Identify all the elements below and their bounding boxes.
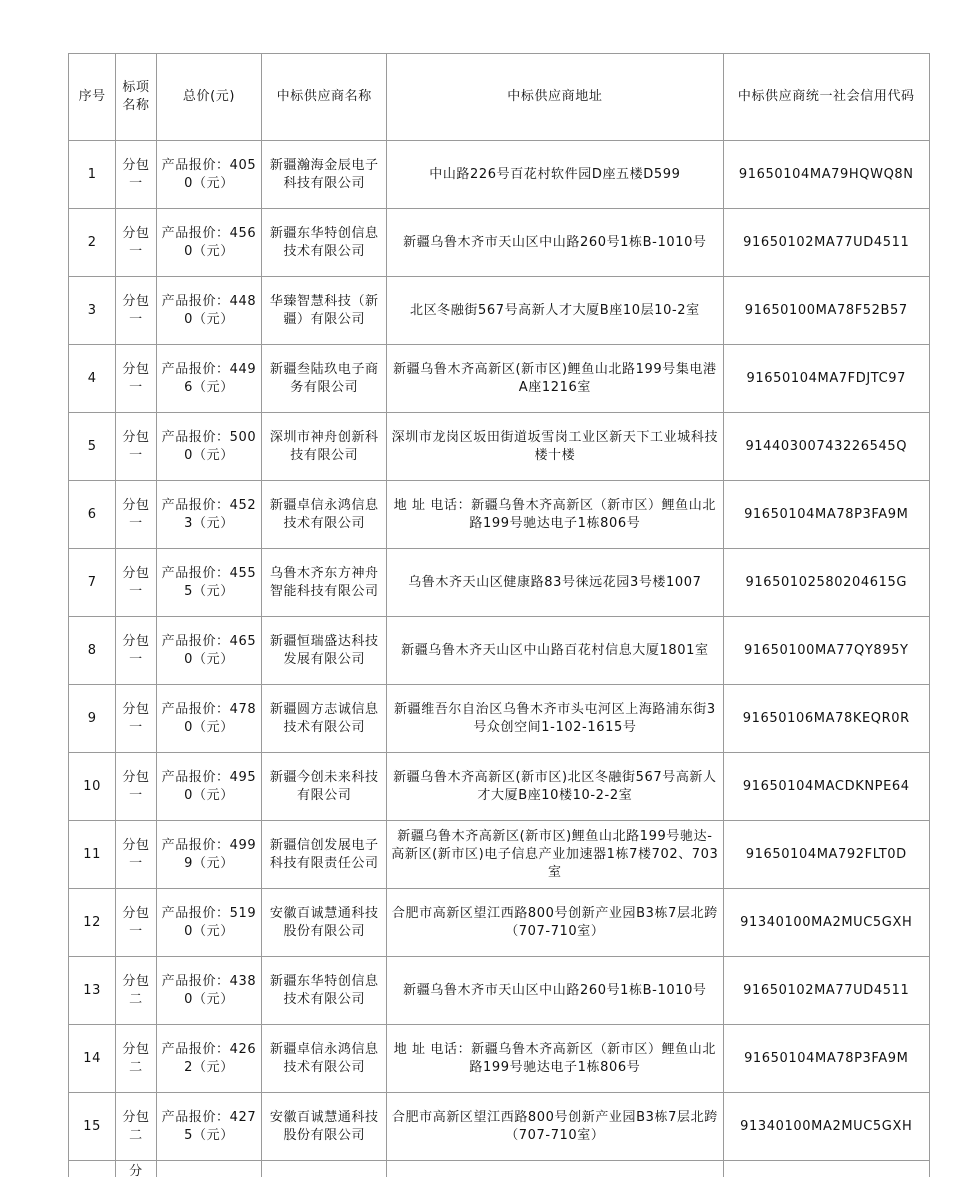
cell-supplier-address: 新疆乌鲁木齐高新区(新市区)鲤鱼山北路199号集电港A座1216室 — [387, 345, 723, 413]
cell-supplier-name: 新疆卓信永鸿信息技术有限公司 — [262, 481, 387, 549]
cell-supplier-name: 新疆叁陆玖电子商务有限公司 — [262, 345, 387, 413]
cell-no: 6 — [69, 481, 116, 549]
cell-supplier-name: 新疆恒瑞盛达科技发展有限公司 — [262, 617, 387, 685]
cell-no: 13 — [69, 957, 116, 1025]
cell-credit-code: 91440300743226545Q — [723, 413, 929, 481]
header-item-name: 标项名称 — [116, 54, 156, 141]
cell-price: 产品报价：5190（元） — [156, 889, 262, 957]
cell-no: 2 — [69, 209, 116, 277]
cell-item-name: 分包一 — [116, 753, 156, 821]
cell-supplier-name: 华臻智慧科技（新疆）有限公司 — [262, 277, 387, 345]
cell-no: 1 — [69, 141, 116, 209]
header-credit-code: 中标供应商统一社会信用代码 — [723, 54, 929, 141]
table-row — [69, 481, 930, 549]
cell-supplier-address: 乌鲁木齐天山区健康路83号徕远花园3号楼1007 — [387, 549, 723, 617]
cell-no: 15 — [69, 1093, 116, 1161]
cell-credit-code: 91650100MA77QY895Y — [723, 617, 929, 685]
cell-empty — [69, 1161, 116, 1177]
table-row — [69, 1093, 930, 1161]
cell-price: 产品报价：4950（元） — [156, 753, 262, 821]
cell-item-name: 分包二 — [116, 1093, 156, 1161]
header-total-price: 总价(元) — [156, 54, 262, 141]
cell-item-name: 分包二 — [116, 957, 156, 1025]
cell-supplier-address: 深圳市龙岗区坂田街道坂雪岗工业区新天下工业城科技楼十楼 — [387, 413, 723, 481]
cell-item-name: 分包一 — [116, 685, 156, 753]
cell-supplier-name: 安徽百诚慧通科技股份有限公司 — [262, 889, 387, 957]
cell-item-name: 分 — [116, 1161, 156, 1177]
cell-item-name: 分包二 — [116, 1025, 156, 1093]
cell-empty — [156, 1161, 262, 1177]
table-row — [69, 889, 930, 957]
cell-price: 产品报价：4496（元） — [156, 345, 262, 413]
header-supplier-name: 中标供应商名称 — [262, 54, 387, 141]
table-row — [69, 413, 930, 481]
cell-supplier-name: 新疆今创未来科技有限公司 — [262, 753, 387, 821]
cell-credit-code: 91340100MA2MUC5GXH — [723, 1093, 929, 1161]
cell-price: 产品报价：4523（元） — [156, 481, 262, 549]
table-row — [69, 141, 930, 209]
cell-price: 产品报价：4275（元） — [156, 1093, 262, 1161]
cell-supplier-name: 新疆卓信永鸿信息技术有限公司 — [262, 1025, 387, 1093]
cell-credit-code: 91650104MA7FDJTC97 — [723, 345, 929, 413]
cell-supplier-name: 新疆东华特创信息技术有限公司 — [262, 957, 387, 1025]
cell-supplier-name: 新疆圆方志诚信息技术有限公司 — [262, 685, 387, 753]
cell-no: 14 — [69, 1025, 116, 1093]
table-row — [69, 1025, 930, 1093]
cell-credit-code: 91650102580204615G — [723, 549, 929, 617]
cell-price: 产品报价：4999（元） — [156, 821, 262, 889]
cell-item-name: 分包一 — [116, 345, 156, 413]
cell-supplier-name: 新疆信创发展电子科技有限责任公司 — [262, 821, 387, 889]
cell-item-name: 分包一 — [116, 481, 156, 549]
cell-no: 9 — [69, 685, 116, 753]
cell-credit-code: 91650104MA79HQWQ8N — [723, 141, 929, 209]
cell-no: 3 — [69, 277, 116, 345]
cell-item-name: 分包一 — [116, 821, 156, 889]
cell-no: 8 — [69, 617, 116, 685]
table-row — [69, 277, 930, 345]
cell-price: 产品报价：4262（元） — [156, 1025, 262, 1093]
cell-no: 5 — [69, 413, 116, 481]
table-row — [69, 821, 930, 889]
cell-supplier-address: 地 址 电话：新疆乌鲁木齐高新区（新市区）鲤鱼山北路199号驰达电子1栋806号 — [387, 1025, 723, 1093]
cell-supplier-name: 安徽百诚慧通科技股份有限公司 — [262, 1093, 387, 1161]
table-header-row — [69, 54, 930, 141]
cell-credit-code: 91650104MACDKNPE64 — [723, 753, 929, 821]
cell-credit-code: 91650100MA78F52B57 — [723, 277, 929, 345]
cell-no: 4 — [69, 345, 116, 413]
cell-no: 12 — [69, 889, 116, 957]
cell-supplier-name: 深圳市神舟创新科技有限公司 — [262, 413, 387, 481]
cell-item-name: 分包一 — [116, 889, 156, 957]
cell-supplier-address: 新疆乌鲁木齐天山区中山路百花村信息大厦1801室 — [387, 617, 723, 685]
cell-supplier-address: 中山路226号百花村软件园D座五楼D599 — [387, 141, 723, 209]
cell-credit-code: 91650102MA77UD4511 — [723, 957, 929, 1025]
table-row — [69, 957, 930, 1025]
cell-supplier-address: 新疆乌鲁木齐高新区(新市区)北区冬融街567号高新人才大厦B座10楼10-2-2室 — [387, 753, 723, 821]
cell-supplier-name: 新疆东华特创信息技术有限公司 — [262, 209, 387, 277]
cell-price: 产品报价：4650（元） — [156, 617, 262, 685]
cell-price: 产品报价：4555（元） — [156, 549, 262, 617]
table-row — [69, 345, 930, 413]
table-row — [69, 617, 930, 685]
cell-empty — [723, 1161, 929, 1177]
cell-no: 10 — [69, 753, 116, 821]
table-row — [69, 209, 930, 277]
header-supplier-address: 中标供应商地址 — [387, 54, 723, 141]
winning-bidders-table — [68, 53, 930, 1177]
cell-item-name: 分包一 — [116, 209, 156, 277]
cell-price: 产品报价：4380（元） — [156, 957, 262, 1025]
table-row-partial — [69, 1161, 930, 1177]
table-row — [69, 685, 930, 753]
cell-item-name: 分包一 — [116, 277, 156, 345]
cell-empty — [387, 1161, 723, 1177]
cell-price: 产品报价：4560（元） — [156, 209, 262, 277]
cell-price: 产品报价：4480（元） — [156, 277, 262, 345]
cell-credit-code: 91650104MA78P3FA9M — [723, 1025, 929, 1093]
cell-supplier-address: 新疆乌鲁木齐高新区(新市区)鲤鱼山北路199号驰达-高新区(新市区)电子信息产业加速器1栋7楼702、703室 — [387, 821, 723, 889]
cell-supplier-address: 合肥市高新区望江西路800号创新产业园B3栋7层北跨（707-710室） — [387, 889, 723, 957]
cell-credit-code: 91650104MA792FLT0D — [723, 821, 929, 889]
cell-supplier-address: 新疆乌鲁木齐市天山区中山路260号1栋B-1010号 — [387, 209, 723, 277]
cell-price: 产品报价：4780（元） — [156, 685, 262, 753]
cell-item-name: 分包一 — [116, 617, 156, 685]
cell-item-name: 分包一 — [116, 549, 156, 617]
cell-credit-code: 91650104MA78P3FA9M — [723, 481, 929, 549]
table-body — [69, 141, 930, 1177]
header-no: 序号 — [69, 54, 116, 141]
cell-price: 产品报价：5000（元） — [156, 413, 262, 481]
cell-item-name: 分包一 — [116, 141, 156, 209]
cell-credit-code: 91340100MA2MUC5GXH — [723, 889, 929, 957]
cell-supplier-address: 地 址 电话：新疆乌鲁木齐高新区（新市区）鲤鱼山北路199号驰达电子1栋806号 — [387, 481, 723, 549]
table-row — [69, 549, 930, 617]
cell-credit-code: 91650102MA77UD4511 — [723, 209, 929, 277]
cell-no: 7 — [69, 549, 116, 617]
cell-no: 11 — [69, 821, 116, 889]
cell-supplier-address: 新疆乌鲁木齐市天山区中山路260号1栋B-1010号 — [387, 957, 723, 1025]
cell-supplier-name: 新疆瀚海金辰电子科技有限公司 — [262, 141, 387, 209]
cell-supplier-address: 合肥市高新区望江西路800号创新产业园B3栋7层北跨（707-710室） — [387, 1093, 723, 1161]
cell-credit-code: 91650106MA78KEQR0R — [723, 685, 929, 753]
cell-supplier-name: 乌鲁木齐东方神舟智能科技有限公司 — [262, 549, 387, 617]
cell-price: 产品报价：4050（元） — [156, 141, 262, 209]
cell-empty — [262, 1161, 387, 1177]
table-row — [69, 753, 930, 821]
cell-item-name: 分包一 — [116, 413, 156, 481]
cell-supplier-address: 新疆维吾尔自治区乌鲁木齐市头屯河区上海路浦东街3号众创空间1-102-1615号 — [387, 685, 723, 753]
cell-supplier-address: 北区冬融街567号高新人才大厦B座10层10-2室 — [387, 277, 723, 345]
